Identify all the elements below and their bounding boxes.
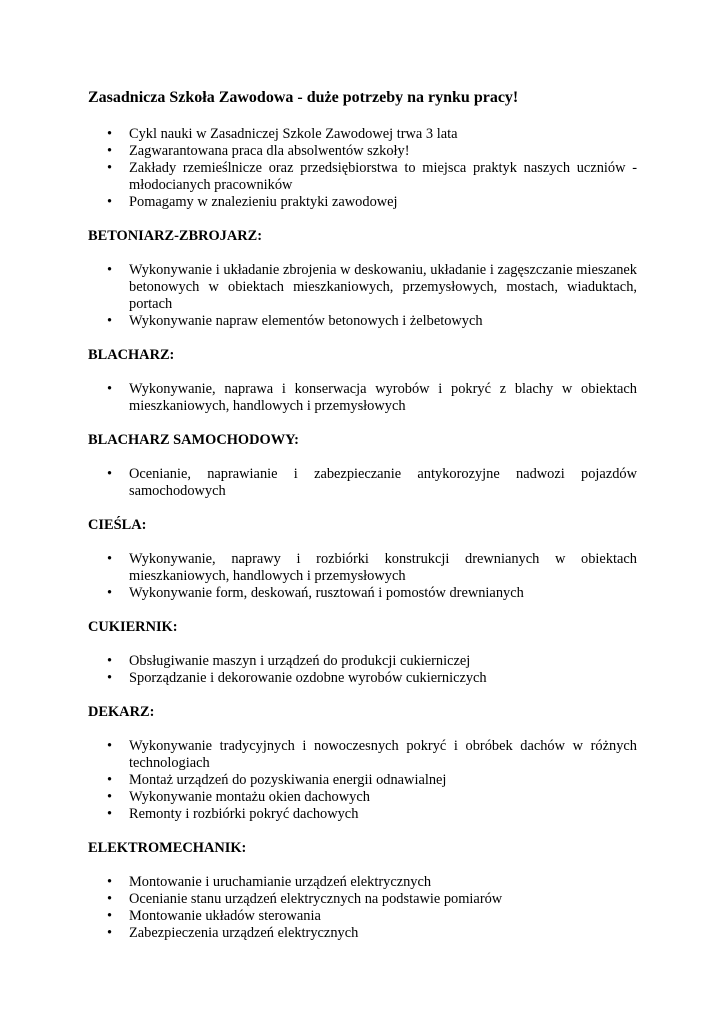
bullet-icon: • (107, 908, 113, 924)
bullet-icon: • (107, 925, 113, 941)
list-item-text: Montowanie i uruchamianie urządzeń elektrycznych (129, 874, 432, 890)
list-item-text: Zabezpieczenia urządzeń elektrycznych (129, 925, 359, 941)
document-title: Zasadnicza Szkoła Zawodowa - duże potrzeby na rynku pracy! (88, 89, 519, 106)
bullet-icon: • (107, 806, 113, 822)
section-heading-cukiernik: CUKIERNIK: (88, 619, 178, 635)
section-heading-dekarz: DEKARZ: (88, 704, 155, 720)
section-list-blacharz-samochodowy (88, 466, 637, 500)
bullet-icon: • (107, 551, 113, 567)
bullet-icon: • (107, 313, 113, 329)
list-item-text: Obsługiwanie maszyn i urządzeń do produkcji cukierniczej (129, 653, 471, 669)
list-item (88, 313, 637, 330)
bullet-icon: • (107, 194, 113, 210)
list-item (88, 789, 637, 806)
bullet-icon: • (107, 891, 113, 907)
list-item (88, 653, 637, 670)
list-item-text: Zakłady rzemieślnicze oraz przedsiębiorstwa to miejsca praktyk naszych uczniów - młodocianych pracowników (129, 160, 637, 193)
section-list-elektromechanik (88, 874, 637, 942)
list-item (88, 908, 637, 925)
list-item (88, 874, 637, 891)
list-item-text: Wykonywanie i układanie zbrojenia w deskowaniu, układanie i zagęszczanie mieszanek betonowych w obiektach mieszkaniowych, przemysłowych, mostach, wiaduktach, portach (129, 262, 637, 312)
bullet-icon: • (107, 738, 113, 754)
list-item-text: Wykonywanie montażu okien dachowych (129, 789, 370, 805)
bullet-icon: • (107, 143, 113, 159)
bullet-icon: • (107, 381, 113, 397)
list-item (88, 466, 637, 500)
section-list-ciesla (88, 551, 637, 602)
list-item (88, 585, 637, 602)
list-item (88, 925, 637, 942)
list-item (88, 772, 637, 789)
bullet-icon: • (107, 262, 113, 278)
bullet-icon: • (107, 585, 113, 601)
list-item (88, 551, 637, 585)
intro-list (88, 126, 637, 211)
list-item (88, 160, 637, 194)
list-item (88, 670, 637, 687)
section-list-blacharz (88, 381, 637, 415)
list-item (88, 381, 637, 415)
list-item-text: Wykonywanie napraw elementów betonowych i żelbetowych (129, 313, 483, 329)
section-heading-ciesla: CIEŚLA: (88, 517, 147, 533)
list-item-text: Ocenianie, naprawianie i zabezpieczanie antykorozyjne nadwozi pojazdów samochodowych (129, 466, 637, 499)
list-item-text: Wykonywanie, naprawy i rozbiórki konstrukcji drewnianych w obiektach mieszkaniowych, handlowych i przemysłowych (129, 551, 637, 584)
section-heading-blacharz-samochodowy: BLACHARZ SAMOCHODOWY: (88, 432, 299, 448)
list-item-text: Wykonywanie tradycyjnych i nowoczesnych pokryć i obróbek dachów w różnych technologiach (129, 738, 637, 771)
bullet-icon: • (107, 874, 113, 890)
list-item-text: Montaż urządzeń do pozyskiwania energii odnawialnej (129, 772, 447, 788)
list-item (88, 262, 637, 313)
section-heading-betoniarz-zbrojarz: BETONIARZ-ZBROJARZ: (88, 228, 263, 244)
list-item (88, 143, 637, 160)
list-item (88, 738, 637, 772)
list-item-text: Sporządzanie i dekorowanie ozdobne wyrobów cukierniczych (129, 670, 487, 686)
list-item-text: Montowanie układów sterowania (129, 908, 321, 924)
bullet-icon: • (107, 653, 113, 669)
bullet-icon: • (107, 670, 113, 686)
bullet-icon: • (107, 466, 113, 482)
list-item-text: Pomagamy w znalezieniu praktyki zawodowej (129, 194, 398, 210)
list-item-text: Wykonywanie, naprawa i konserwacja wyrobów i pokryć z blachy w obiektach mieszkaniowych, handlowych i przemysłowych (129, 381, 637, 414)
section-list-cukiernik (88, 653, 637, 687)
bullet-icon: • (107, 789, 113, 805)
list-item-text: Remonty i rozbiórki pokryć dachowych (129, 806, 359, 822)
list-item-text: Zagwarantowana praca dla absolwentów szkoły! (129, 143, 410, 159)
list-item-text: Wykonywanie form, deskowań, rusztowań i pomostów drewnianych (129, 585, 524, 601)
list-item-text: Cykl nauki w Zasadniczej Szkole Zawodowej trwa 3 lata (129, 126, 458, 142)
bullet-icon: • (107, 772, 113, 788)
list-item (88, 126, 637, 143)
list-item-text: Ocenianie stanu urządzeń elektrycznych na podstawie pomiarów (129, 891, 503, 907)
section-heading-blacharz: BLACHARZ: (88, 347, 175, 363)
section-list-betoniarz-zbrojarz (88, 262, 637, 330)
bullet-icon: • (107, 126, 113, 142)
list-item (88, 806, 637, 823)
section-list-dekarz (88, 738, 637, 823)
list-item (88, 194, 637, 211)
list-item (88, 891, 637, 908)
bullet-icon: • (107, 160, 113, 176)
section-heading-elektromechanik: ELEKTROMECHANIK: (88, 840, 247, 856)
